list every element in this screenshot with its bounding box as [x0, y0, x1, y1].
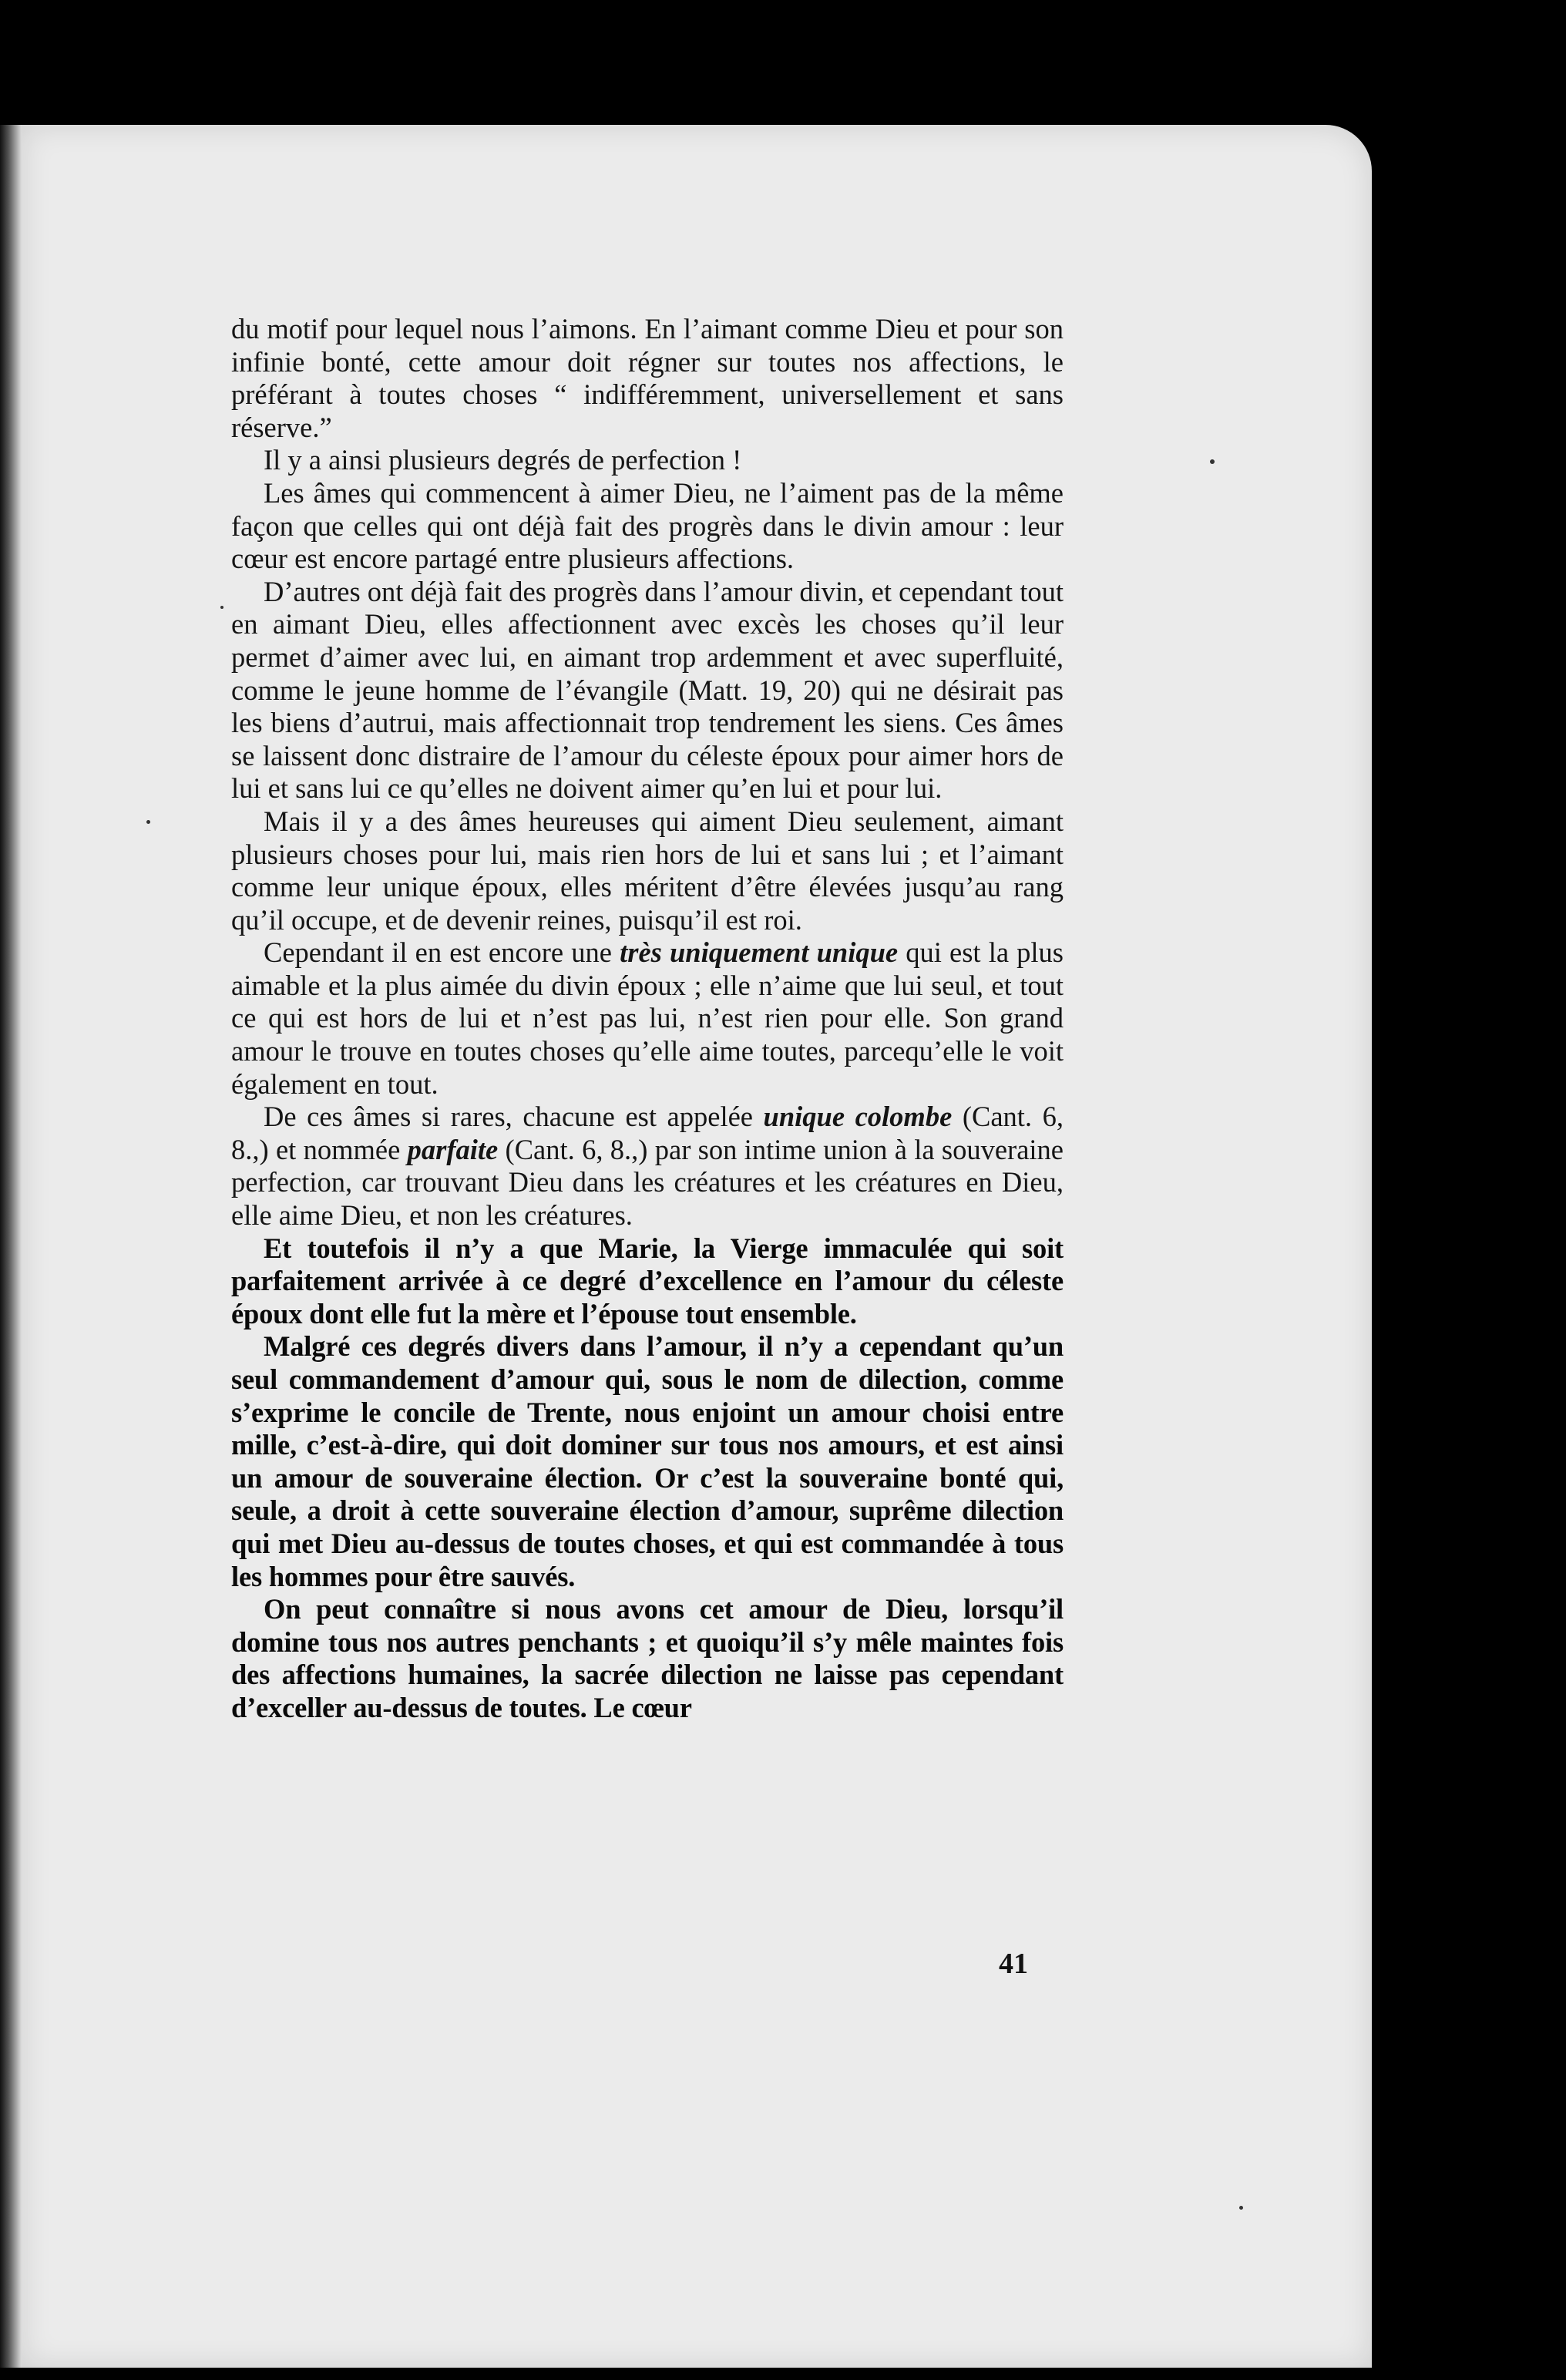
paragraph — [231, 1330, 1064, 1593]
paragraph — [231, 1593, 1064, 1724]
text-run: Les âmes qui commencent à aimer Dieu, ne l’aiment pas de la même façon que celles qui ont déjà fait des progrès dans le divin amour : leur cœur est encore partagé entre plusieurs affections. — [231, 476, 1064, 575]
text-run: (Cant. 6, 8.,) et nommée — [231, 1101, 1064, 1165]
body-text — [231, 313, 1064, 1725]
text-run: du motif pour lequel nous l’aimons. En l’aimant comme Dieu et pour son infinie bonté, cette amour doit régner sur toutes nos affections, le préférant à toutes choses “ indifféremment, universellement et sans réserve.” — [231, 313, 1064, 443]
text-run: Malgré ces degrés divers dans l’amour, il n’y a cependant qu’un seul commandement d’amour qui, sous le nom de dilection, comme s’exprime le concile de Trente, nous enjoint un amour choisi entre mille, c’est-à-dire, qui doit dominer sur tous nos amours, et est ainsi un amour de souveraine élection. Or c’est la souveraine bonté qui, seule, a droit à cette souveraine élection d’amour, suprême dilection qui met Dieu au-dessus de toutes choses, et qui est commandée à tous les hommes pour être sauvés. — [231, 1330, 1064, 1592]
dust-speck — [220, 606, 223, 609]
italic-phrase: unique colombe — [763, 1101, 953, 1133]
paragraph — [231, 313, 1064, 444]
dust-speck — [1239, 2206, 1243, 2210]
text-run: Il y a ainsi plusieurs degrés de perfection ! — [264, 444, 742, 476]
paragraph — [231, 444, 1064, 477]
paragraph — [231, 936, 1064, 1101]
italic-phrase: très uniquement unique — [620, 936, 899, 969]
paragraph — [231, 1101, 1064, 1232]
text-run: Cependant il en est encore une — [264, 936, 620, 969]
dust-speck — [146, 820, 150, 824]
page-binding-edge — [0, 125, 22, 2368]
page-number: 41 — [999, 1948, 1028, 1980]
italic-phrase: parfaite — [407, 1133, 499, 1165]
paragraph — [231, 576, 1064, 805]
text-run: De ces âmes si rares, chacune est appelée — [264, 1101, 764, 1133]
text-run: Mais il y a des âmes heureuses qui aiment Dieu seulement, aimant plusieurs choses pour lui, mais rien hors de lui et sans lui ; et l’aimant comme leur unique époux, elles méritent d’être élevées jusqu’au rang qu’il occupe, et de devenir reines, puisqu’il est roi. — [231, 805, 1064, 936]
text-run: Et toutefois il n’y a que Marie, la Vierge immaculée qui soit parfaitement arrivée à ce degré d’excellence en l’amour du céleste époux dont elle fut la mère et l’épouse tout ensemble. — [231, 1232, 1064, 1330]
text-run: On peut connaître si nous avons cet amour de Dieu, lorsqu’il domine tous nos autres penchants ; et quoiqu’il s’y mêle maintes fois des affections humaines, la sacrée dilection ne laisse pas cependant d’exceller au-dessus de toutes. Le cœur — [231, 1593, 1064, 1723]
text-run: qui est la plus aimable et la plus aimée du divin époux ; elle n’aime que lui seul, et tout ce qui est hors de lui et n’est pas lui, n’est rien pour elle. Son grand amour le trouve en toutes choses qu’elle aime toutes, parcequ’elle le voit également en tout. — [231, 936, 1064, 1100]
text-run: (Cant. 6, 8.,) par son intime union à la souveraine perfection, car trouvant Dieu dans les créatures et les créatures en Dieu, elle aime Dieu, et non les créatures. — [231, 1133, 1064, 1232]
text-run: D’autres ont déjà fait des progrès dans l’amour divin, et cependant tout en aimant Dieu, elles affectionnent avec excès les choses qu’il leur permet d’aimer avec lui, en aimant trop ardemment et avec superfluité, comme le jeune homme de l’évangile (Matt. 19, 20) qui ne désirait pas les biens d’autrui, mais affectionnait trop tendrement les siens. Ces âmes se laissent donc distraire de l’amour du céleste époux pour aimer hors de lui et sans lui ce qu’elles ne doivent aimer qu’en lui et pour lui. — [231, 575, 1064, 805]
dust-speck — [1210, 459, 1215, 464]
paragraph — [231, 1232, 1064, 1331]
paragraph — [231, 805, 1064, 936]
paragraph — [231, 477, 1064, 576]
